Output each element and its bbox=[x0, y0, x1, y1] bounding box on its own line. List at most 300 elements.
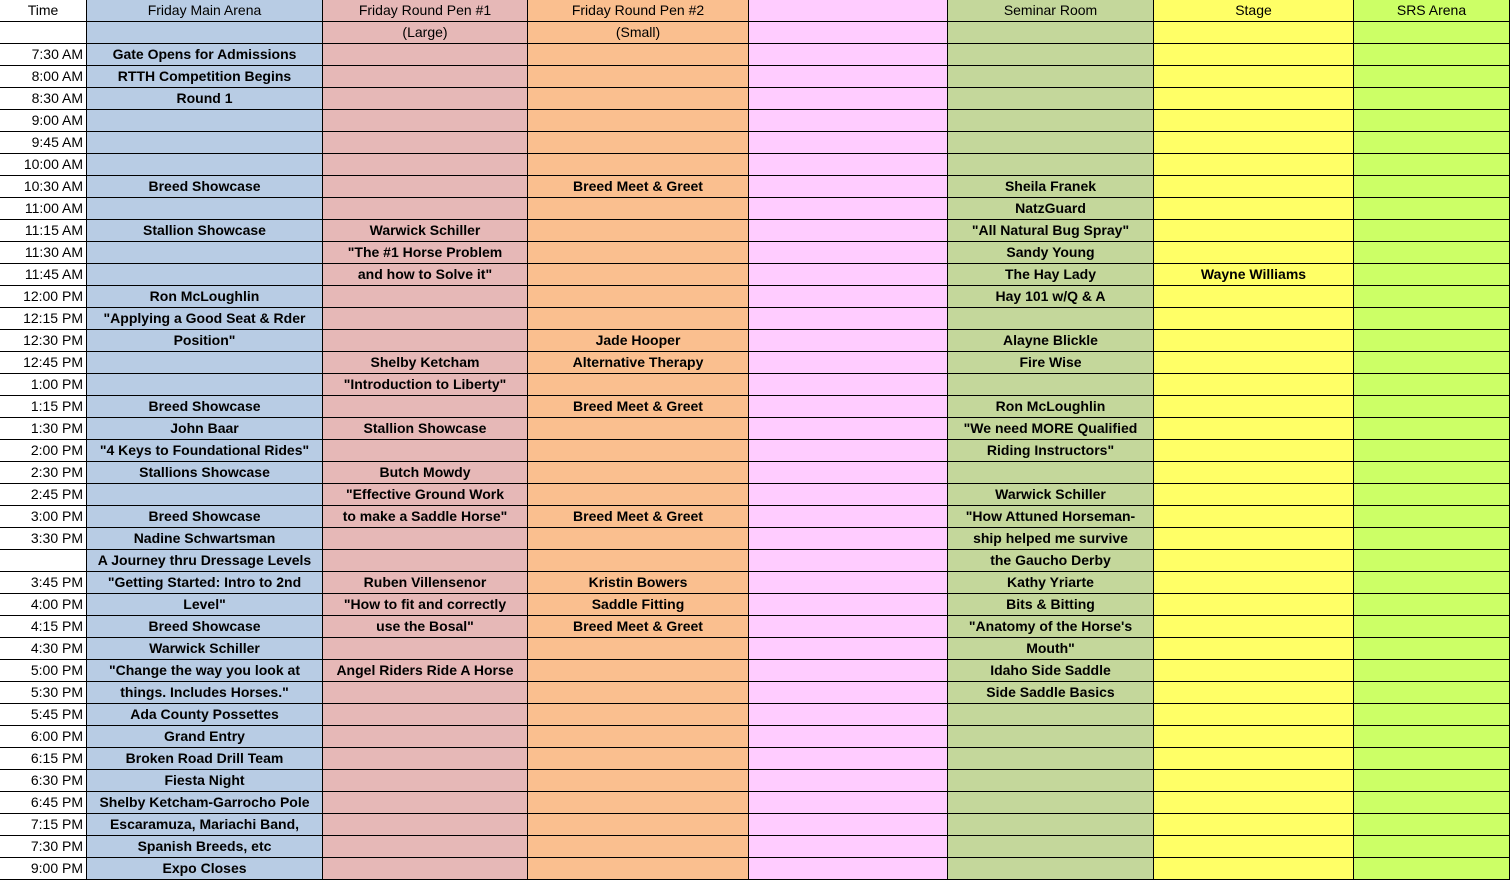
cell-main-arena[interactable]: Breed Showcase bbox=[87, 176, 323, 198]
header-stage[interactable]: Stage bbox=[1154, 0, 1354, 22]
cell-time[interactable]: 4:15 PM bbox=[0, 616, 87, 638]
cell-seminar-room[interactable]: Fire Wise bbox=[948, 352, 1154, 374]
cell-seminar-room[interactable] bbox=[948, 154, 1154, 176]
cell-stage[interactable] bbox=[1154, 242, 1354, 264]
cell-time[interactable]: 4:30 PM bbox=[0, 638, 87, 660]
cell-time[interactable]: 3:30 PM bbox=[0, 528, 87, 550]
cell-main-arena[interactable] bbox=[87, 110, 323, 132]
cell-main-arena[interactable]: Spanish Breeds, etc bbox=[87, 836, 323, 858]
cell-srs-arena[interactable] bbox=[1354, 726, 1510, 748]
cell-round-pen-1[interactable] bbox=[323, 836, 528, 858]
cell-round-pen-1[interactable] bbox=[323, 792, 528, 814]
cell-seminar-room[interactable]: Riding Instructors" bbox=[948, 440, 1154, 462]
subheader-time[interactable] bbox=[0, 22, 87, 44]
cell-round-pen-1[interactable] bbox=[323, 330, 528, 352]
header-srs-arena[interactable]: SRS Arena bbox=[1354, 0, 1510, 22]
cell-stage[interactable] bbox=[1154, 770, 1354, 792]
cell-round-pen-1[interactable] bbox=[323, 396, 528, 418]
cell-round-pen-2[interactable]: Breed Meet & Greet bbox=[528, 506, 749, 528]
cell-stage[interactable] bbox=[1154, 726, 1354, 748]
cell-round-pen-2[interactable] bbox=[528, 484, 749, 506]
cell-round-pen-1[interactable] bbox=[323, 704, 528, 726]
subheader-srs-arena[interactable] bbox=[1354, 22, 1510, 44]
header-time[interactable]: Time bbox=[0, 0, 87, 22]
cell-unnamed[interactable] bbox=[749, 858, 948, 880]
cell-unnamed[interactable] bbox=[749, 154, 948, 176]
cell-time[interactable]: 8:30 AM bbox=[0, 88, 87, 110]
cell-srs-arena[interactable] bbox=[1354, 484, 1510, 506]
cell-round-pen-2[interactable] bbox=[528, 286, 749, 308]
cell-unnamed[interactable] bbox=[749, 132, 948, 154]
cell-round-pen-1[interactable] bbox=[323, 286, 528, 308]
cell-unnamed[interactable] bbox=[749, 572, 948, 594]
cell-round-pen-2[interactable] bbox=[528, 528, 749, 550]
cell-main-arena[interactable]: "4 Keys to Foundational Rides" bbox=[87, 440, 323, 462]
cell-seminar-room[interactable]: The Hay Lady bbox=[948, 264, 1154, 286]
cell-stage[interactable] bbox=[1154, 550, 1354, 572]
cell-seminar-room[interactable]: the Gaucho Derby bbox=[948, 550, 1154, 572]
cell-time[interactable]: 1:00 PM bbox=[0, 374, 87, 396]
cell-time[interactable]: 3:00 PM bbox=[0, 506, 87, 528]
cell-srs-arena[interactable] bbox=[1354, 110, 1510, 132]
subheader-seminar-room[interactable] bbox=[948, 22, 1154, 44]
cell-stage[interactable] bbox=[1154, 792, 1354, 814]
cell-seminar-room[interactable] bbox=[948, 748, 1154, 770]
cell-round-pen-1[interactable]: "How to fit and correctly bbox=[323, 594, 528, 616]
cell-stage[interactable] bbox=[1154, 748, 1354, 770]
cell-stage[interactable] bbox=[1154, 528, 1354, 550]
cell-round-pen-1[interactable] bbox=[323, 66, 528, 88]
cell-stage[interactable] bbox=[1154, 836, 1354, 858]
cell-round-pen-2[interactable] bbox=[528, 110, 749, 132]
cell-srs-arena[interactable] bbox=[1354, 242, 1510, 264]
cell-seminar-room[interactable] bbox=[948, 814, 1154, 836]
cell-main-arena[interactable]: Breed Showcase bbox=[87, 396, 323, 418]
cell-unnamed[interactable] bbox=[749, 308, 948, 330]
cell-stage[interactable] bbox=[1154, 396, 1354, 418]
cell-round-pen-2[interactable] bbox=[528, 66, 749, 88]
cell-round-pen-1[interactable]: "The #1 Horse Problem bbox=[323, 242, 528, 264]
cell-time[interactable]: 2:30 PM bbox=[0, 462, 87, 484]
cell-srs-arena[interactable] bbox=[1354, 330, 1510, 352]
cell-unnamed[interactable] bbox=[749, 396, 948, 418]
cell-round-pen-1[interactable] bbox=[323, 528, 528, 550]
cell-round-pen-2[interactable] bbox=[528, 198, 749, 220]
cell-main-arena[interactable]: Stallion Showcase bbox=[87, 220, 323, 242]
cell-stage[interactable] bbox=[1154, 572, 1354, 594]
cell-srs-arena[interactable] bbox=[1354, 44, 1510, 66]
cell-srs-arena[interactable] bbox=[1354, 462, 1510, 484]
cell-unnamed[interactable] bbox=[749, 220, 948, 242]
cell-time[interactable]: 8:00 AM bbox=[0, 66, 87, 88]
cell-round-pen-1[interactable] bbox=[323, 858, 528, 880]
cell-round-pen-1[interactable] bbox=[323, 748, 528, 770]
cell-time[interactable]: 10:00 AM bbox=[0, 154, 87, 176]
cell-seminar-room[interactable] bbox=[948, 66, 1154, 88]
cell-stage[interactable] bbox=[1154, 44, 1354, 66]
cell-main-arena[interactable]: Nadine Schwartsman bbox=[87, 528, 323, 550]
cell-srs-arena[interactable] bbox=[1354, 704, 1510, 726]
cell-unnamed[interactable] bbox=[749, 726, 948, 748]
cell-stage[interactable] bbox=[1154, 506, 1354, 528]
cell-unnamed[interactable] bbox=[749, 198, 948, 220]
cell-srs-arena[interactable] bbox=[1354, 638, 1510, 660]
cell-round-pen-2[interactable] bbox=[528, 660, 749, 682]
cell-seminar-room[interactable] bbox=[948, 704, 1154, 726]
cell-seminar-room[interactable]: Mouth" bbox=[948, 638, 1154, 660]
cell-srs-arena[interactable] bbox=[1354, 308, 1510, 330]
cell-round-pen-2[interactable] bbox=[528, 308, 749, 330]
cell-round-pen-2[interactable] bbox=[528, 836, 749, 858]
cell-main-arena[interactable]: RTTH Competition Begins bbox=[87, 66, 323, 88]
cell-time[interactable]: 11:45 AM bbox=[0, 264, 87, 286]
cell-round-pen-1[interactable]: to make a Saddle Horse" bbox=[323, 506, 528, 528]
cell-main-arena[interactable]: A Journey thru Dressage Levels bbox=[87, 550, 323, 572]
cell-main-arena[interactable]: Gate Opens for Admissions bbox=[87, 44, 323, 66]
cell-unnamed[interactable] bbox=[749, 66, 948, 88]
cell-stage[interactable] bbox=[1154, 330, 1354, 352]
cell-unnamed[interactable] bbox=[749, 660, 948, 682]
cell-seminar-room[interactable] bbox=[948, 462, 1154, 484]
cell-stage[interactable] bbox=[1154, 660, 1354, 682]
cell-unnamed[interactable] bbox=[749, 110, 948, 132]
cell-round-pen-2[interactable] bbox=[528, 88, 749, 110]
cell-srs-arena[interactable] bbox=[1354, 264, 1510, 286]
cell-srs-arena[interactable] bbox=[1354, 132, 1510, 154]
cell-seminar-room[interactable] bbox=[948, 770, 1154, 792]
cell-seminar-room[interactable] bbox=[948, 836, 1154, 858]
cell-seminar-room[interactable]: "All Natural Bug Spray" bbox=[948, 220, 1154, 242]
cell-seminar-room[interactable] bbox=[948, 110, 1154, 132]
cell-srs-arena[interactable] bbox=[1354, 858, 1510, 880]
cell-srs-arena[interactable] bbox=[1354, 594, 1510, 616]
cell-round-pen-2[interactable]: Breed Meet & Greet bbox=[528, 176, 749, 198]
cell-time[interactable]: 6:00 PM bbox=[0, 726, 87, 748]
cell-round-pen-2[interactable]: Breed Meet & Greet bbox=[528, 396, 749, 418]
cell-unnamed[interactable] bbox=[749, 616, 948, 638]
cell-seminar-room[interactable] bbox=[948, 308, 1154, 330]
cell-main-arena[interactable]: Position" bbox=[87, 330, 323, 352]
cell-stage[interactable] bbox=[1154, 374, 1354, 396]
cell-unnamed[interactable] bbox=[749, 638, 948, 660]
cell-round-pen-2[interactable] bbox=[528, 264, 749, 286]
cell-round-pen-2[interactable] bbox=[528, 748, 749, 770]
cell-round-pen-1[interactable] bbox=[323, 814, 528, 836]
cell-main-arena[interactable]: things. Includes Horses." bbox=[87, 682, 323, 704]
cell-srs-arena[interactable] bbox=[1354, 352, 1510, 374]
cell-srs-arena[interactable] bbox=[1354, 440, 1510, 462]
cell-main-arena[interactable] bbox=[87, 264, 323, 286]
cell-stage[interactable] bbox=[1154, 682, 1354, 704]
cell-srs-arena[interactable] bbox=[1354, 682, 1510, 704]
cell-seminar-room[interactable]: NatzGuard bbox=[948, 198, 1154, 220]
cell-stage[interactable] bbox=[1154, 638, 1354, 660]
cell-main-arena[interactable]: Round 1 bbox=[87, 88, 323, 110]
cell-round-pen-1[interactable]: and how to Solve it" bbox=[323, 264, 528, 286]
cell-stage[interactable] bbox=[1154, 858, 1354, 880]
cell-seminar-room[interactable]: "We need MORE Qualified bbox=[948, 418, 1154, 440]
cell-round-pen-2[interactable] bbox=[528, 462, 749, 484]
cell-main-arena[interactable]: Grand Entry bbox=[87, 726, 323, 748]
cell-round-pen-2[interactable] bbox=[528, 638, 749, 660]
subheader-round-pen-2[interactable]: (Small) bbox=[528, 22, 749, 44]
cell-srs-arena[interactable] bbox=[1354, 528, 1510, 550]
cell-unnamed[interactable] bbox=[749, 176, 948, 198]
cell-time[interactable]: 12:00 PM bbox=[0, 286, 87, 308]
cell-srs-arena[interactable] bbox=[1354, 154, 1510, 176]
cell-round-pen-1[interactable]: Stallion Showcase bbox=[323, 418, 528, 440]
cell-srs-arena[interactable] bbox=[1354, 550, 1510, 572]
cell-round-pen-1[interactable] bbox=[323, 308, 528, 330]
cell-round-pen-1[interactable] bbox=[323, 88, 528, 110]
cell-main-arena[interactable]: John Baar bbox=[87, 418, 323, 440]
cell-srs-arena[interactable] bbox=[1354, 88, 1510, 110]
cell-unnamed[interactable] bbox=[749, 286, 948, 308]
header-seminar-room[interactable]: Seminar Room bbox=[948, 0, 1154, 22]
cell-unnamed[interactable] bbox=[749, 836, 948, 858]
cell-stage[interactable] bbox=[1154, 110, 1354, 132]
cell-srs-arena[interactable] bbox=[1354, 66, 1510, 88]
cell-main-arena[interactable]: Ada County Possettes bbox=[87, 704, 323, 726]
cell-time[interactable]: 4:00 PM bbox=[0, 594, 87, 616]
cell-stage[interactable] bbox=[1154, 440, 1354, 462]
cell-round-pen-1[interactable] bbox=[323, 176, 528, 198]
cell-srs-arena[interactable] bbox=[1354, 220, 1510, 242]
cell-srs-arena[interactable] bbox=[1354, 792, 1510, 814]
cell-unnamed[interactable] bbox=[749, 704, 948, 726]
cell-round-pen-2[interactable] bbox=[528, 704, 749, 726]
cell-time[interactable]: 10:30 AM bbox=[0, 176, 87, 198]
cell-seminar-room[interactable]: ship helped me survive bbox=[948, 528, 1154, 550]
cell-round-pen-2[interactable] bbox=[528, 550, 749, 572]
cell-time[interactable]: 1:30 PM bbox=[0, 418, 87, 440]
cell-unnamed[interactable] bbox=[749, 748, 948, 770]
cell-main-arena[interactable]: Broken Road Drill Team bbox=[87, 748, 323, 770]
subheader-stage[interactable] bbox=[1154, 22, 1354, 44]
cell-round-pen-2[interactable]: Breed Meet & Greet bbox=[528, 616, 749, 638]
cell-main-arena[interactable] bbox=[87, 154, 323, 176]
cell-time[interactable]: 7:30 AM bbox=[0, 44, 87, 66]
cell-round-pen-1[interactable] bbox=[323, 726, 528, 748]
cell-unnamed[interactable] bbox=[749, 44, 948, 66]
header-main-arena[interactable]: Friday Main Arena bbox=[87, 0, 323, 22]
cell-seminar-room[interactable]: Idaho Side Saddle bbox=[948, 660, 1154, 682]
cell-unnamed[interactable] bbox=[749, 264, 948, 286]
cell-round-pen-2[interactable]: Alternative Therapy bbox=[528, 352, 749, 374]
cell-round-pen-2[interactable] bbox=[528, 418, 749, 440]
cell-main-arena[interactable]: Fiesta Night bbox=[87, 770, 323, 792]
subheader-unnamed[interactable] bbox=[749, 22, 948, 44]
cell-srs-arena[interactable] bbox=[1354, 286, 1510, 308]
cell-stage[interactable] bbox=[1154, 176, 1354, 198]
cell-unnamed[interactable] bbox=[749, 814, 948, 836]
cell-unnamed[interactable] bbox=[749, 792, 948, 814]
cell-time[interactable]: 11:00 AM bbox=[0, 198, 87, 220]
cell-stage[interactable] bbox=[1154, 198, 1354, 220]
cell-main-arena[interactable] bbox=[87, 484, 323, 506]
subheader-round-pen-1[interactable]: (Large) bbox=[323, 22, 528, 44]
cell-seminar-room[interactable]: "Anatomy of the Horse's bbox=[948, 616, 1154, 638]
cell-time[interactable]: 1:15 PM bbox=[0, 396, 87, 418]
subheader-main-arena[interactable] bbox=[87, 22, 323, 44]
cell-round-pen-1[interactable] bbox=[323, 550, 528, 572]
cell-seminar-room[interactable] bbox=[948, 726, 1154, 748]
cell-unnamed[interactable] bbox=[749, 418, 948, 440]
cell-srs-arena[interactable] bbox=[1354, 374, 1510, 396]
cell-main-arena[interactable] bbox=[87, 352, 323, 374]
cell-round-pen-1[interactable] bbox=[323, 638, 528, 660]
cell-round-pen-1[interactable]: Butch Mowdy bbox=[323, 462, 528, 484]
cell-time[interactable]: 2:00 PM bbox=[0, 440, 87, 462]
cell-stage[interactable] bbox=[1154, 418, 1354, 440]
cell-time[interactable]: 7:15 PM bbox=[0, 814, 87, 836]
cell-stage[interactable] bbox=[1154, 220, 1354, 242]
cell-time[interactable]: 5:45 PM bbox=[0, 704, 87, 726]
cell-round-pen-1[interactable]: Shelby Ketcham bbox=[323, 352, 528, 374]
cell-main-arena[interactable]: Level" bbox=[87, 594, 323, 616]
cell-srs-arena[interactable] bbox=[1354, 506, 1510, 528]
cell-stage[interactable] bbox=[1154, 66, 1354, 88]
cell-stage[interactable] bbox=[1154, 814, 1354, 836]
cell-unnamed[interactable] bbox=[749, 594, 948, 616]
cell-round-pen-1[interactable] bbox=[323, 440, 528, 462]
cell-round-pen-2[interactable] bbox=[528, 726, 749, 748]
cell-srs-arena[interactable] bbox=[1354, 198, 1510, 220]
cell-srs-arena[interactable] bbox=[1354, 814, 1510, 836]
cell-round-pen-2[interactable] bbox=[528, 814, 749, 836]
cell-main-arena[interactable] bbox=[87, 374, 323, 396]
cell-srs-arena[interactable] bbox=[1354, 748, 1510, 770]
header-round-pen-2[interactable]: Friday Round Pen #2 bbox=[528, 0, 749, 22]
cell-seminar-room[interactable]: Sheila Franek bbox=[948, 176, 1154, 198]
cell-unnamed[interactable] bbox=[749, 88, 948, 110]
cell-seminar-room[interactable] bbox=[948, 858, 1154, 880]
cell-unnamed[interactable] bbox=[749, 352, 948, 374]
cell-time[interactable]: 11:30 AM bbox=[0, 242, 87, 264]
cell-srs-arena[interactable] bbox=[1354, 418, 1510, 440]
cell-main-arena[interactable]: Stallions Showcase bbox=[87, 462, 323, 484]
cell-main-arena[interactable]: Shelby Ketcham-Garrocho Pole bbox=[87, 792, 323, 814]
cell-round-pen-2[interactable] bbox=[528, 220, 749, 242]
cell-seminar-room[interactable]: Side Saddle Basics bbox=[948, 682, 1154, 704]
cell-round-pen-2[interactable]: Saddle Fitting bbox=[528, 594, 749, 616]
cell-time[interactable]: 12:15 PM bbox=[0, 308, 87, 330]
cell-stage[interactable] bbox=[1154, 352, 1354, 374]
cell-srs-arena[interactable] bbox=[1354, 660, 1510, 682]
cell-unnamed[interactable] bbox=[749, 330, 948, 352]
cell-time[interactable]: 9:00 AM bbox=[0, 110, 87, 132]
header-unnamed[interactable] bbox=[749, 0, 948, 22]
cell-main-arena[interactable]: "Change the way you look at bbox=[87, 660, 323, 682]
cell-stage[interactable] bbox=[1154, 132, 1354, 154]
cell-round-pen-2[interactable] bbox=[528, 682, 749, 704]
cell-round-pen-1[interactable]: use the Bosal" bbox=[323, 616, 528, 638]
cell-main-arena[interactable] bbox=[87, 198, 323, 220]
cell-round-pen-2[interactable] bbox=[528, 770, 749, 792]
cell-seminar-room[interactable] bbox=[948, 88, 1154, 110]
cell-unnamed[interactable] bbox=[749, 528, 948, 550]
cell-seminar-room[interactable]: Sandy Young bbox=[948, 242, 1154, 264]
cell-time[interactable]: 5:30 PM bbox=[0, 682, 87, 704]
cell-main-arena[interactable]: Warwick Schiller bbox=[87, 638, 323, 660]
cell-seminar-room[interactable]: Alayne Blickle bbox=[948, 330, 1154, 352]
cell-seminar-room[interactable] bbox=[948, 132, 1154, 154]
cell-stage[interactable] bbox=[1154, 286, 1354, 308]
cell-stage[interactable] bbox=[1154, 308, 1354, 330]
cell-srs-arena[interactable] bbox=[1354, 396, 1510, 418]
cell-time[interactable]: 2:45 PM bbox=[0, 484, 87, 506]
cell-time[interactable]: 9:45 AM bbox=[0, 132, 87, 154]
cell-round-pen-2[interactable] bbox=[528, 858, 749, 880]
cell-unnamed[interactable] bbox=[749, 550, 948, 572]
cell-round-pen-2[interactable] bbox=[528, 792, 749, 814]
cell-round-pen-1[interactable]: Ruben Villensenor bbox=[323, 572, 528, 594]
cell-stage[interactable] bbox=[1154, 462, 1354, 484]
cell-main-arena[interactable]: Breed Showcase bbox=[87, 616, 323, 638]
cell-stage[interactable] bbox=[1154, 154, 1354, 176]
cell-unnamed[interactable] bbox=[749, 770, 948, 792]
cell-time[interactable]: 3:45 PM bbox=[0, 572, 87, 594]
cell-stage[interactable]: Wayne Williams bbox=[1154, 264, 1354, 286]
cell-round-pen-2[interactable] bbox=[528, 242, 749, 264]
cell-stage[interactable] bbox=[1154, 88, 1354, 110]
cell-round-pen-2[interactable]: Kristin Bowers bbox=[528, 572, 749, 594]
cell-stage[interactable] bbox=[1154, 704, 1354, 726]
cell-srs-arena[interactable] bbox=[1354, 176, 1510, 198]
cell-round-pen-2[interactable]: Jade Hooper bbox=[528, 330, 749, 352]
cell-unnamed[interactable] bbox=[749, 374, 948, 396]
cell-unnamed[interactable] bbox=[749, 440, 948, 462]
cell-stage[interactable] bbox=[1154, 616, 1354, 638]
cell-main-arena[interactable] bbox=[87, 242, 323, 264]
cell-srs-arena[interactable] bbox=[1354, 836, 1510, 858]
cell-round-pen-1[interactable]: Angel Riders Ride A Horse bbox=[323, 660, 528, 682]
cell-srs-arena[interactable] bbox=[1354, 572, 1510, 594]
cell-unnamed[interactable] bbox=[749, 462, 948, 484]
cell-seminar-room[interactable]: Ron McLoughlin bbox=[948, 396, 1154, 418]
cell-round-pen-2[interactable] bbox=[528, 154, 749, 176]
cell-seminar-room[interactable] bbox=[948, 374, 1154, 396]
cell-unnamed[interactable] bbox=[749, 242, 948, 264]
cell-round-pen-2[interactable] bbox=[528, 440, 749, 462]
cell-time[interactable]: 12:45 PM bbox=[0, 352, 87, 374]
cell-main-arena[interactable]: Ron McLoughlin bbox=[87, 286, 323, 308]
header-round-pen-1[interactable]: Friday Round Pen #1 bbox=[323, 0, 528, 22]
cell-round-pen-1[interactable]: Warwick Schiller bbox=[323, 220, 528, 242]
cell-seminar-room[interactable]: Hay 101 w/Q & A bbox=[948, 286, 1154, 308]
cell-stage[interactable] bbox=[1154, 484, 1354, 506]
cell-time[interactable] bbox=[0, 550, 87, 572]
cell-round-pen-1[interactable] bbox=[323, 198, 528, 220]
cell-time[interactable]: 5:00 PM bbox=[0, 660, 87, 682]
cell-time[interactable]: 6:15 PM bbox=[0, 748, 87, 770]
cell-seminar-room[interactable]: Bits & Bitting bbox=[948, 594, 1154, 616]
cell-round-pen-1[interactable] bbox=[323, 44, 528, 66]
cell-srs-arena[interactable] bbox=[1354, 616, 1510, 638]
cell-main-arena[interactable]: Escaramuza, Mariachi Band, bbox=[87, 814, 323, 836]
cell-seminar-room[interactable]: Kathy Yriarte bbox=[948, 572, 1154, 594]
cell-time[interactable]: 7:30 PM bbox=[0, 836, 87, 858]
cell-time[interactable]: 12:30 PM bbox=[0, 330, 87, 352]
cell-unnamed[interactable] bbox=[749, 682, 948, 704]
cell-seminar-room[interactable] bbox=[948, 44, 1154, 66]
cell-seminar-room[interactable]: "How Attuned Horseman- bbox=[948, 506, 1154, 528]
cell-round-pen-2[interactable] bbox=[528, 44, 749, 66]
cell-time[interactable]: 6:45 PM bbox=[0, 792, 87, 814]
cell-time[interactable]: 6:30 PM bbox=[0, 770, 87, 792]
cell-time[interactable]: 9:00 PM bbox=[0, 858, 87, 880]
cell-main-arena[interactable] bbox=[87, 132, 323, 154]
